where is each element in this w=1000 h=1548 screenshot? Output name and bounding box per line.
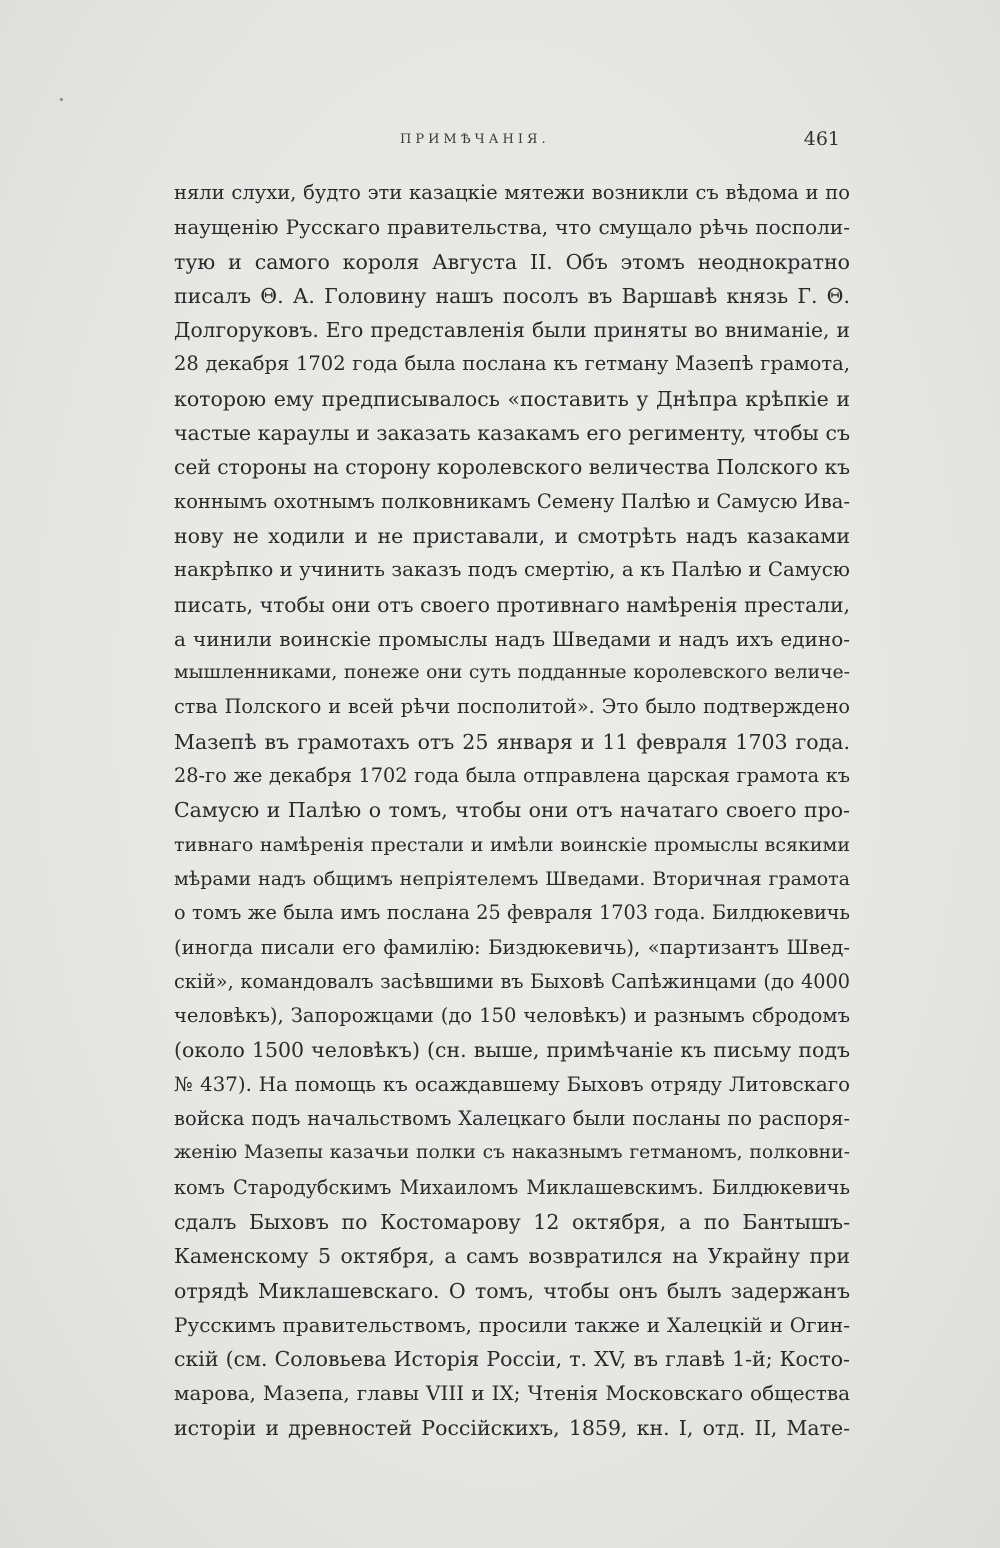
text-line: скій», командовалъ засѣвшими въ Быховѣ Сапѣжинцами (до 4000 [174, 969, 850, 993]
text-line: комъ Стародубскимъ Михаиломъ Миклашевскимъ. Билдюкевичь [174, 1175, 850, 1199]
text-line: сдалъ Быховъ по Костомарову 12 октября, а по Бантышъ- [174, 1209, 850, 1234]
text-line: няли слухи, будто эти казацкіе мятежи возникли съ вѣдома и по [174, 181, 850, 204]
text-line: наущенію Русскаго правительства, что смущало рѣчь посполи- [174, 215, 850, 240]
text-line: (иногда писали его фамилію: Биздюкевичь), «партизантъ Швед- [174, 935, 850, 959]
text-line: мышленниками, понеже они суть подданные королевского величе- [174, 662, 850, 684]
text-line: марова, Мазепа, главы VIII и IX; Чтенія Московскаго общества [174, 1381, 850, 1406]
text-line: писать, чтобы они отъ своего противнаго намѣренія престали, [174, 592, 850, 617]
text-line: тую и самого короля Августа II. Объ этомъ неоднократно [174, 249, 850, 274]
text-line: Самусю и Палѣю о томъ, чтобы они отъ начатаго своего про- [174, 798, 850, 823]
text-line: о томъ же была имъ послана 25 февраля 1703 года. Билдюкевичь [174, 901, 850, 925]
body-text [174, 176, 850, 1445]
text-line: коннымъ охотнымъ полковникамъ Семену Палѣю и Самусю Ива- [174, 489, 850, 513]
text-line: а чинили воинскіе промыслы надъ Шведами и надъ ихъ едино- [174, 626, 850, 651]
paper-speck [60, 98, 63, 101]
text-line: ства Полского и всей рѣчи посполитой». Это было подтверждено [174, 695, 850, 719]
text-line: войска подъ начальствомъ Халецкаго были посланы по распоря- [174, 1107, 850, 1131]
text-line: накрѣпко и учинить заказъ подъ смертію, а къ Палѣю и Самусю [174, 558, 850, 582]
text-line: исторіи и древностей Россійскихъ, 1859, кн. I, отд. II, Мате- [174, 1415, 850, 1440]
text-line: сей стороны на сторону королевского величества Полского къ [174, 455, 850, 480]
text-line: Долгоруковъ. Его представленія были приняты во вниманіе, и [174, 318, 850, 343]
running-head [174, 128, 840, 158]
text-line: 28-го же декабря 1702 года была отправлена царская грамота къ [174, 764, 850, 788]
text-line: женію Мазепы казачьи полки съ наказнымъ гетманомъ, полковни- [174, 1142, 850, 1164]
text-line: Каменскому 5 октября, а самъ возвратился на Украйну при [174, 1244, 850, 1269]
text-line: тивнаго намѣренія престали и имѣли воинскіе промыслы всякими [174, 833, 850, 856]
text-line: писалъ Θ. А. Головину нашъ посолъ въ Варшавѣ князь Г. Θ. [174, 283, 850, 308]
text-line: отрядѣ Миклашевскаго. О томъ, чтобы онъ былъ задержанъ [174, 1278, 850, 1303]
text-line: 28 декабря 1702 года была послана къ гетману Мазепѣ грамота, [174, 352, 850, 376]
text-line: человѣкъ), Запорожцами (до 150 человѣкъ) и разнымъ сбродомъ [174, 1004, 850, 1028]
page-number: 461 [803, 128, 840, 150]
text-line: скій (см. Соловьева Исторія Россіи, т. XV, въ главѣ 1-й; Косто- [174, 1347, 850, 1372]
text-line: нову не ходили и не приставали, и смотрѣть надъ казаками [174, 523, 850, 548]
running-title: ПРИМѢЧАНІЯ. [400, 132, 550, 147]
text-line: Мазепѣ въ грамотахъ отъ 25 января и 11 февраля 1703 года. [174, 729, 850, 754]
text-line: частые караулы и заказать казакамъ его региментy, чтобы съ [174, 421, 850, 446]
text-line: № 437). На помощь къ осаждавшему Быховъ отряду Литовскаго [174, 1072, 850, 1096]
text-line: Русскимъ правительствомъ, просили также и Халецкій и Огин- [174, 1312, 850, 1337]
text-line: мѣрами надъ общимъ непріятелемъ Шведами. Вторичная грамота [174, 867, 850, 890]
text-line: которою ему предписывалось «поставить у Днѣпра крѣпкіе и [174, 386, 850, 411]
text-line: (около 1500 человѣкъ) (сн. выше, примѣчаніе къ письму подъ [174, 1038, 850, 1063]
